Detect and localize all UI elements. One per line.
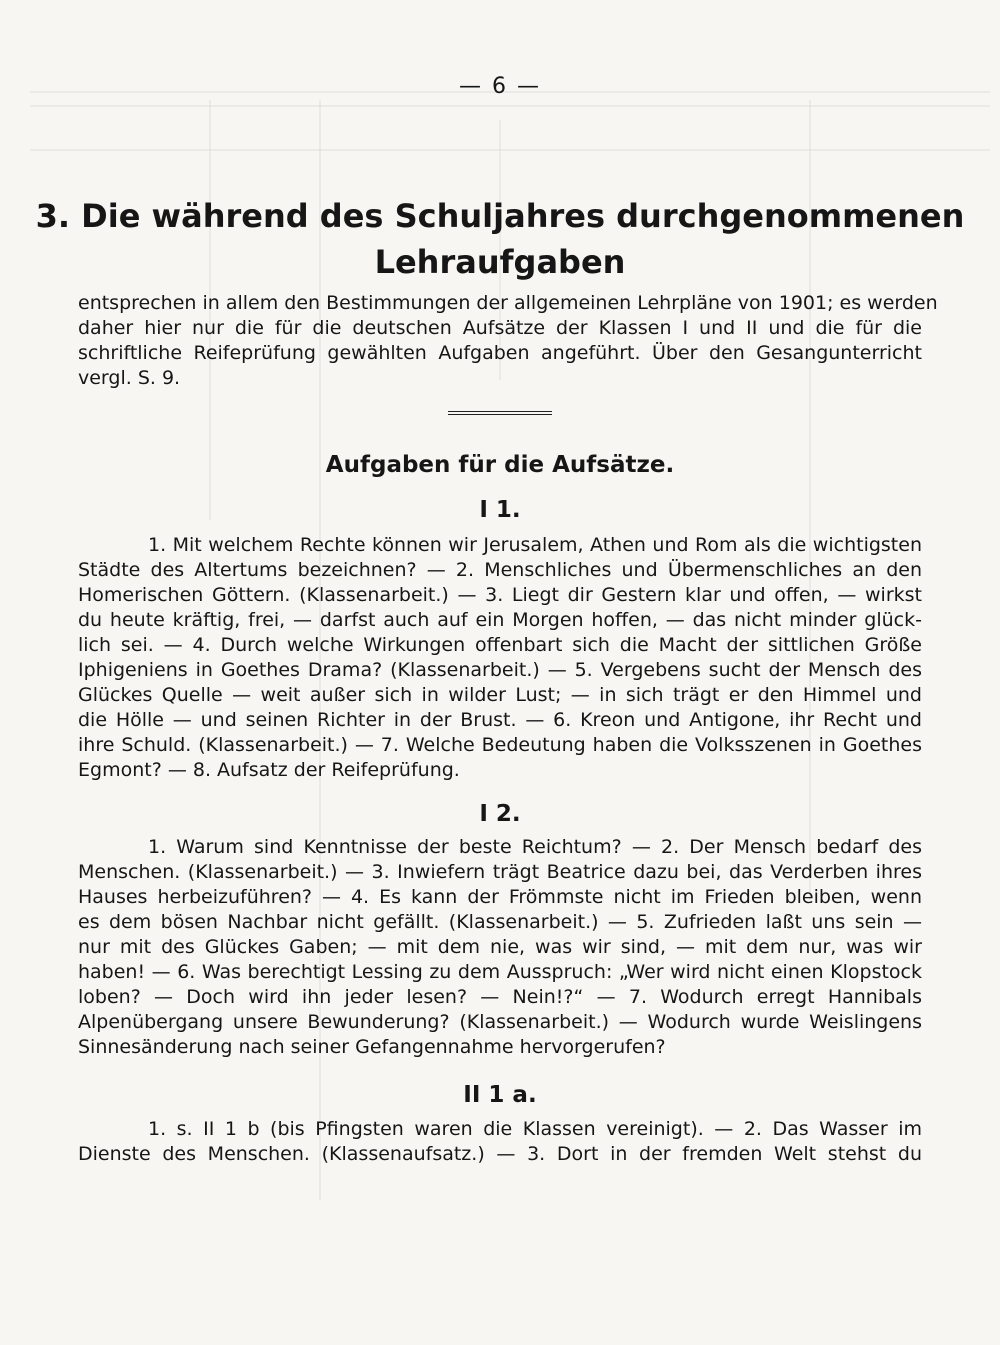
section-title-line-2: Lehraufgaben xyxy=(374,243,626,281)
text-line: Egmont? — 8. Aufsatz der Reifeprüfung. xyxy=(78,759,460,781)
text-line: es dem bösen Nachbar nicht gefällt. (Klassenarbeit.) — 5. Zufrieden laßt uns sein — xyxy=(78,911,922,933)
assignments-heading: Aufgaben für die Aufsätze. xyxy=(325,452,675,478)
text-line: daher hier nur die für die deutschen Aufsätze der Klassen I und II und die für die xyxy=(78,317,922,339)
text-line: ihre Schuld. (Klassenarbeit.) — 7. Welche Bedeutung haben die Volksszenen in Goethes xyxy=(78,734,922,756)
text-line: Sinnesänderung nach seiner Gefangennahme hervorgerufen? xyxy=(78,1036,666,1058)
text-line: Menschen. (Klassenarbeit.) — 3. Inwiefern trägt Beatrice dazu bei, das Verderben ihres xyxy=(78,861,922,883)
text-line: schriftliche Reifeprüfung gewählten Aufgaben angeführt. Über den Gesangunterricht xyxy=(78,342,922,364)
essay-list-i2 xyxy=(78,835,922,1060)
text-line: Hauses herbeizuführen? — 4. Es kann der Frömmste nicht im Frieden bleiben, wenn xyxy=(78,886,922,908)
text-line: Iphigeniens in Goethes Drama? (Klassenarbeit.) — 5. Vergebens sucht der Mensch des xyxy=(78,659,922,681)
text-line: 1. Mit welchem Rechte können wir Jerusalem, Athen und Rom als die wichtigsten xyxy=(148,534,922,556)
text-line: 1. Warum sind Kenntnisse der beste Reichtum? — 2. Der Mensch bedarf des xyxy=(148,836,922,858)
intro-paragraph xyxy=(78,291,938,391)
page-number: — 6 — xyxy=(459,74,541,99)
class-label-i1: I 1. xyxy=(479,497,521,523)
section-divider xyxy=(448,411,552,417)
essay-list-ii1a xyxy=(78,1117,922,1167)
text-line: Dienste des Menschen. (Klassenaufsatz.) — 3. Dort in der fremden Welt stehst du xyxy=(78,1143,922,1165)
text-line: Homerischen Göttern. (Klassenarbeit.) — 3. Liegt dir Gestern klar und offen, — wirkst xyxy=(78,584,922,606)
text-line: die Hölle — und seinen Richter in der Brust. — 6. Kreon und Antigone, ihr Recht und xyxy=(78,709,922,731)
text-line: lich sei. — 4. Durch welche Wirkungen offenbart sich die Macht der sittlichen Größe xyxy=(78,634,922,656)
class-label-i2: I 2. xyxy=(479,801,521,827)
text-line: nur mit des Glückes Gaben; — mit dem nie, was wir sind, — mit dem nur, was wir xyxy=(78,936,922,958)
text-line: vergl. S. 9. xyxy=(78,367,181,389)
text-line: haben! — 6. Was berechtigt Lessing zu dem Ausspruch: „Wer wird nicht einen Klopstock xyxy=(78,961,922,983)
text-line: entsprechen in allem den Bestimmungen der allgemeinen Lehrpläne von 1901; es werden xyxy=(78,292,938,314)
text-line: 1. s. II 1 b (bis Pfingsten waren die Klassen vereinigt). — 2. Das Wasser im xyxy=(148,1118,922,1140)
section-title-line-1: 3. Die während des Schuljahres durchgenommenen xyxy=(35,197,965,235)
text-line: loben? — Doch wird ihn jeder lesen? — Nein!?“ — 7. Wodurch erregt Hannibals xyxy=(78,986,922,1008)
text-line: Städte des Altertums bezeichnen? — 2. Menschliches und Übermenschliches an den xyxy=(78,559,922,581)
text-line: Glückes Quelle — weit außer sich in wilder Lust; — in sich trägt er den Himmel und xyxy=(78,684,922,706)
class-label-ii1a: II 1 a. xyxy=(463,1082,537,1108)
text-line: du heute kräftig, frei, — darfst auch auf ein Morgen hoffen, — das nicht minder glück- xyxy=(78,609,922,631)
essay-list-i1 xyxy=(78,533,922,783)
text-line: Alpenübergang unsere Bewunderung? (Klassenarbeit.) — Wodurch wurde Weislingens xyxy=(78,1011,922,1033)
